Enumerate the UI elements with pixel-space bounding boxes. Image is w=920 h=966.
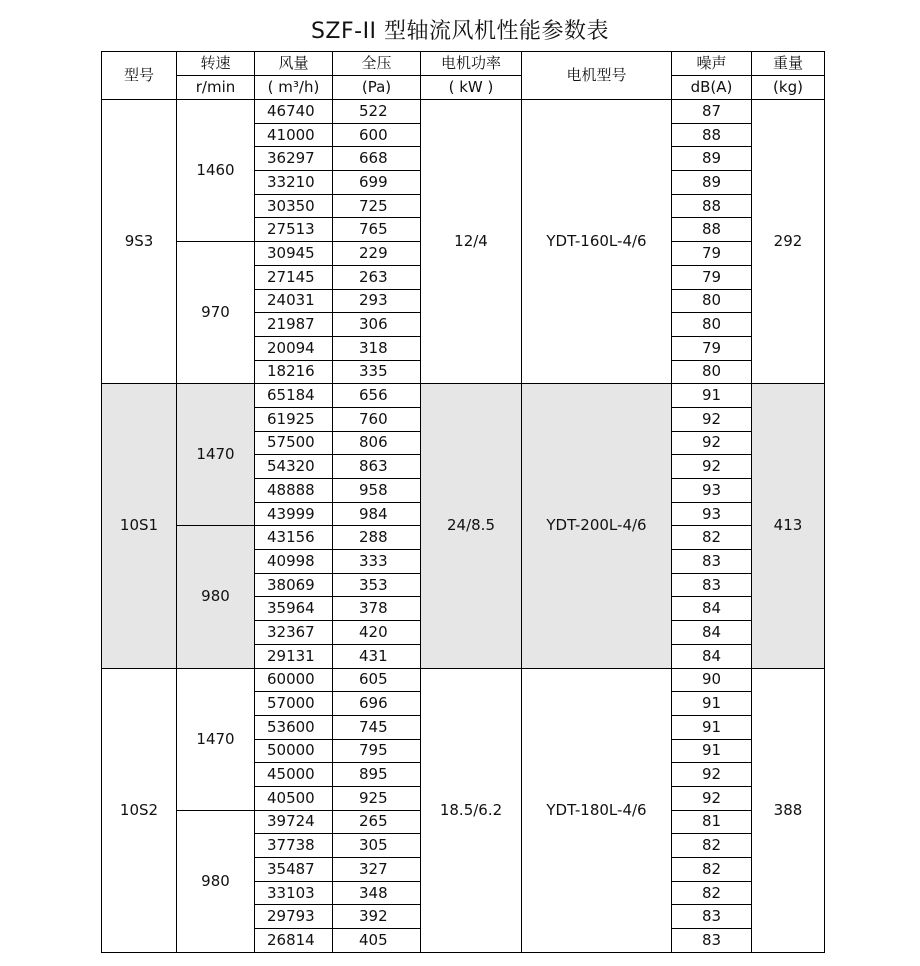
pressure-cell: 327	[333, 858, 421, 882]
pressure-cell: 378	[333, 597, 421, 621]
airflow-cell: 36297	[255, 147, 333, 171]
noise-cell: 84	[672, 597, 752, 621]
noise-cell: 90	[672, 668, 752, 692]
noise-cell: 88	[672, 218, 752, 242]
speed-cell: 1470	[177, 668, 255, 810]
airflow-cell: 24031	[255, 289, 333, 313]
speed-cell: 1460	[177, 100, 255, 242]
weight-cell: 292	[752, 100, 825, 384]
noise-cell: 80	[672, 289, 752, 313]
noise-cell: 92	[672, 431, 752, 455]
pressure-cell: 265	[333, 810, 421, 834]
header-power: 电机功率	[421, 52, 522, 76]
airflow-cell: 39724	[255, 810, 333, 834]
pressure-cell: 699	[333, 171, 421, 195]
noise-cell: 89	[672, 147, 752, 171]
noise-cell: 91	[672, 692, 752, 716]
header-airflow: 风量	[255, 52, 333, 76]
model-group-10s1	[102, 384, 825, 668]
airflow-cell: 61925	[255, 407, 333, 431]
airflow-cell: 40998	[255, 550, 333, 574]
pressure-cell: 318	[333, 336, 421, 360]
pressure-cell: 895	[333, 763, 421, 787]
model-cell: 10S1	[102, 384, 177, 668]
model-cell: 9S3	[102, 100, 177, 384]
noise-cell: 82	[672, 834, 752, 858]
header-pressure: 全压	[333, 52, 421, 76]
noise-cell: 83	[672, 573, 752, 597]
header-power-unit: ( kW )	[421, 76, 522, 100]
power-cell: 18.5/6.2	[421, 668, 522, 952]
header-motor: 电机型号	[522, 52, 672, 100]
airflow-cell: 37738	[255, 834, 333, 858]
model-cell: 10S2	[102, 668, 177, 952]
noise-cell: 92	[672, 763, 752, 787]
noise-cell: 93	[672, 479, 752, 503]
table-row	[102, 100, 825, 124]
header-pressure-unit: (Pa)	[333, 76, 421, 100]
speed-cell: 970	[177, 242, 255, 384]
motor-cell: YDT-180L-4/6	[522, 668, 672, 952]
pressure-cell: 958	[333, 479, 421, 503]
page-title: SZF-II 型轴流风机性能参数表	[310, 19, 610, 44]
noise-cell: 93	[672, 502, 752, 526]
airflow-cell: 26814	[255, 929, 333, 953]
pressure-cell: 984	[333, 502, 421, 526]
pressure-cell: 795	[333, 739, 421, 763]
pressure-cell: 760	[333, 407, 421, 431]
airflow-cell: 41000	[255, 123, 333, 147]
pressure-cell: 353	[333, 573, 421, 597]
airflow-cell: 20094	[255, 336, 333, 360]
power-cell: 24/8.5	[421, 384, 522, 668]
noise-cell: 79	[672, 242, 752, 266]
noise-cell: 81	[672, 810, 752, 834]
airflow-cell: 29793	[255, 905, 333, 929]
noise-cell: 92	[672, 455, 752, 479]
speed-cell: 980	[177, 526, 255, 668]
airflow-cell: 32367	[255, 621, 333, 645]
speed-cell: 1470	[177, 384, 255, 526]
pressure-cell: 405	[333, 929, 421, 953]
pressure-cell: 288	[333, 526, 421, 550]
header-weight: 重量	[752, 52, 825, 76]
pressure-cell: 263	[333, 265, 421, 289]
pressure-cell: 420	[333, 621, 421, 645]
header-noise: 噪声	[672, 52, 752, 76]
airflow-cell: 35487	[255, 858, 333, 882]
pressure-cell: 392	[333, 905, 421, 929]
noise-cell: 89	[672, 171, 752, 195]
pressure-cell: 668	[333, 147, 421, 171]
airflow-cell: 21987	[255, 313, 333, 337]
noise-cell: 80	[672, 313, 752, 337]
airflow-cell: 18216	[255, 360, 333, 384]
airflow-cell: 48888	[255, 479, 333, 503]
header-weight-unit: (kg)	[752, 76, 825, 100]
header-speed-unit: r/min	[177, 76, 255, 100]
pressure-cell: 522	[333, 100, 421, 124]
noise-cell: 87	[672, 100, 752, 124]
noise-cell: 92	[672, 407, 752, 431]
airflow-cell: 54320	[255, 455, 333, 479]
pressure-cell: 600	[333, 123, 421, 147]
pressure-cell: 348	[333, 881, 421, 905]
fan-performance-table	[101, 51, 825, 953]
noise-cell: 83	[672, 550, 752, 574]
airflow-cell: 60000	[255, 668, 333, 692]
noise-cell: 84	[672, 644, 752, 668]
noise-cell: 82	[672, 526, 752, 550]
header-speed: 转速	[177, 52, 255, 76]
noise-cell: 91	[672, 739, 752, 763]
power-cell: 12/4	[421, 100, 522, 384]
pressure-cell: 305	[333, 834, 421, 858]
speed-cell: 980	[177, 810, 255, 952]
noise-cell: 84	[672, 621, 752, 645]
noise-cell: 88	[672, 123, 752, 147]
noise-cell: 83	[672, 929, 752, 953]
pressure-cell: 745	[333, 715, 421, 739]
weight-cell: 388	[752, 668, 825, 952]
table-header	[102, 52, 825, 100]
header-noise-unit: dB(A)	[672, 76, 752, 100]
motor-cell: YDT-200L-4/6	[522, 384, 672, 668]
noise-cell: 91	[672, 384, 752, 408]
airflow-cell: 50000	[255, 739, 333, 763]
airflow-cell: 53600	[255, 715, 333, 739]
noise-cell: 83	[672, 905, 752, 929]
airflow-cell: 30945	[255, 242, 333, 266]
airflow-cell: 35964	[255, 597, 333, 621]
header-model: 型号	[102, 52, 177, 100]
noise-cell: 92	[672, 786, 752, 810]
airflow-cell: 43999	[255, 502, 333, 526]
noise-cell: 82	[672, 881, 752, 905]
table-row	[102, 668, 825, 692]
airflow-cell: 33210	[255, 171, 333, 195]
weight-cell: 413	[752, 384, 825, 668]
airflow-cell: 57500	[255, 431, 333, 455]
airflow-cell: 65184	[255, 384, 333, 408]
pressure-cell: 605	[333, 668, 421, 692]
pressure-cell: 306	[333, 313, 421, 337]
airflow-cell: 57000	[255, 692, 333, 716]
pressure-cell: 656	[333, 384, 421, 408]
airflow-cell: 27145	[255, 265, 333, 289]
pressure-cell: 863	[333, 455, 421, 479]
airflow-cell: 43156	[255, 526, 333, 550]
airflow-cell: 27513	[255, 218, 333, 242]
pressure-cell: 765	[333, 218, 421, 242]
motor-cell: YDT-160L-4/6	[522, 100, 672, 384]
pressure-cell: 293	[333, 289, 421, 313]
airflow-cell: 33103	[255, 881, 333, 905]
airflow-cell: 40500	[255, 786, 333, 810]
airflow-cell: 46740	[255, 100, 333, 124]
pressure-cell: 925	[333, 786, 421, 810]
pressure-cell: 431	[333, 644, 421, 668]
airflow-cell: 38069	[255, 573, 333, 597]
table-row	[102, 384, 825, 408]
airflow-cell: 29131	[255, 644, 333, 668]
noise-cell: 79	[672, 265, 752, 289]
noise-cell: 79	[672, 336, 752, 360]
noise-cell: 88	[672, 194, 752, 218]
model-group-10s2	[102, 668, 825, 952]
pressure-cell: 696	[333, 692, 421, 716]
noise-cell: 91	[672, 715, 752, 739]
airflow-cell: 45000	[255, 763, 333, 787]
pressure-cell: 806	[333, 431, 421, 455]
pressure-cell: 335	[333, 360, 421, 384]
pressure-cell: 333	[333, 550, 421, 574]
noise-cell: 80	[672, 360, 752, 384]
header-airflow-unit: ( m³/h)	[255, 76, 333, 100]
pressure-cell: 725	[333, 194, 421, 218]
pressure-cell: 229	[333, 242, 421, 266]
noise-cell: 82	[672, 858, 752, 882]
model-group-9s3	[102, 100, 825, 384]
airflow-cell: 30350	[255, 194, 333, 218]
